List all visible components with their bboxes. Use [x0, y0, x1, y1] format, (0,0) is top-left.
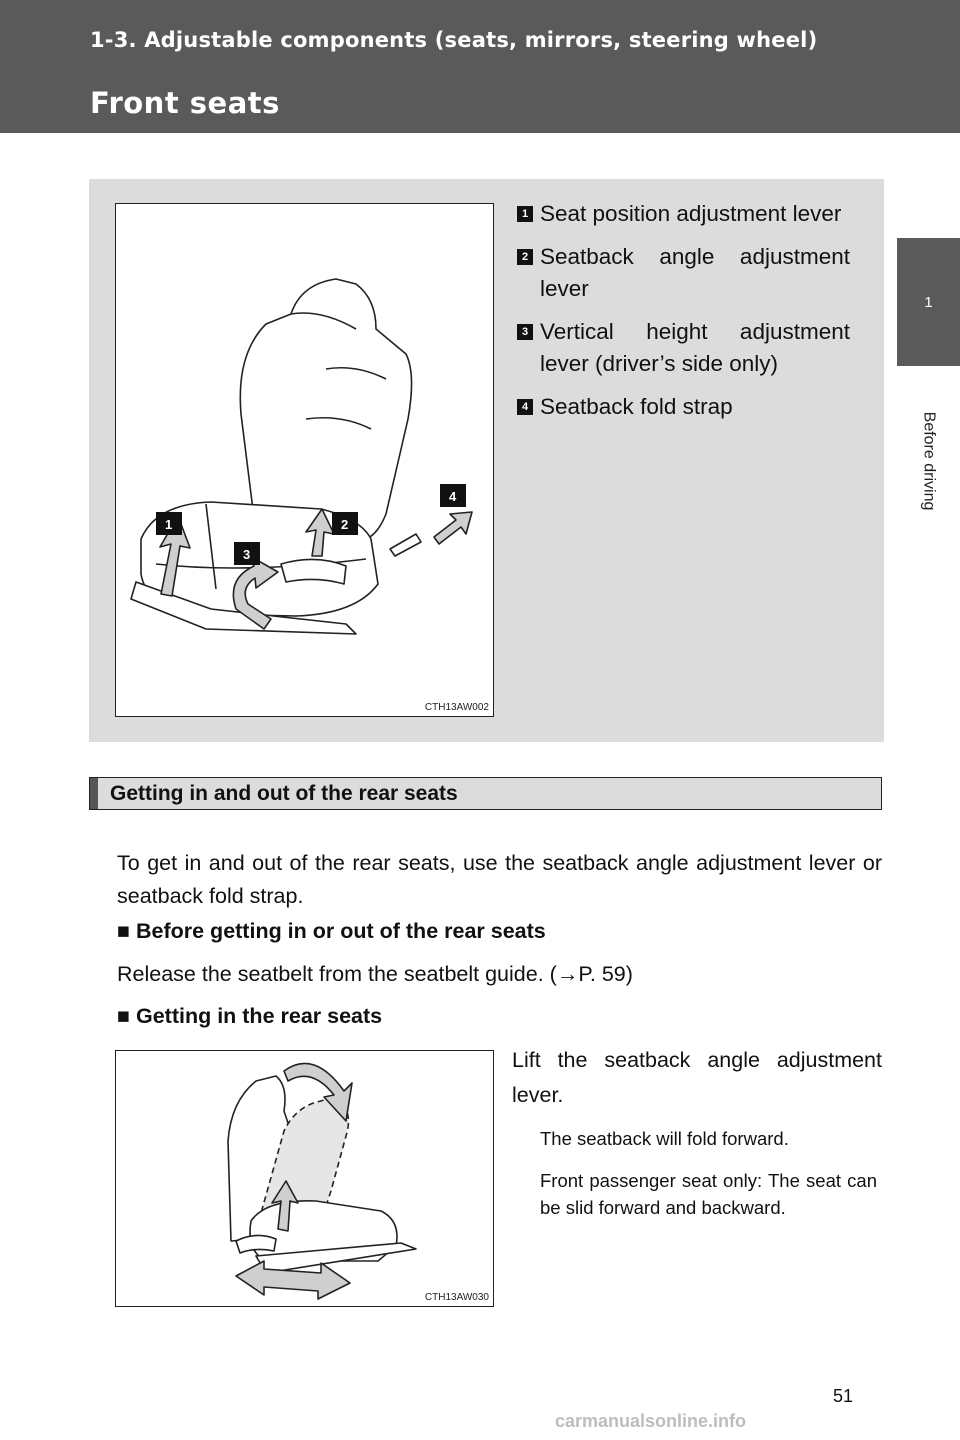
seat-fold-illustration: [115, 1050, 494, 1307]
watermark: carmanualsonline.info: [555, 1411, 747, 1431]
number-1-icon: 1: [517, 206, 533, 222]
legend-item: [515, 198, 850, 230]
legend-item: [515, 316, 850, 380]
side-tab-number: 1: [897, 238, 960, 366]
subheading-text: Getting in the rear seats: [135, 1004, 383, 1028]
intro-paragraph: To get in and out of the rear seats, use the seatback angle adjustment lever or seatback fold strap.: [117, 851, 882, 908]
legend-text: Vertical height adjustment lever (driver’s side only): [540, 319, 850, 376]
legend-text: Seatback angle adjustment lever: [540, 244, 850, 301]
note-passenger-slide: Front passenger seat only: The seat can be slid forward and backward.: [540, 1170, 877, 1218]
callout-2: 2: [341, 517, 349, 532]
seat-fold-drawing: [116, 1051, 492, 1305]
figure-code: CTH13AW030: [424, 1292, 489, 1303]
callout-4: 4: [449, 489, 457, 504]
legend-item: [515, 241, 850, 305]
note-fold-forward: The seatback will fold forward.: [540, 1128, 789, 1149]
heading-bar: [90, 778, 98, 809]
callout-1: 1: [165, 517, 173, 532]
number-3-icon: 3: [517, 324, 533, 340]
page-number: 51: [833, 1386, 854, 1406]
lift-instruction: Lift the seatback angle adjustment lever.: [512, 1048, 882, 1107]
square-bullet-icon: ■: [117, 1004, 130, 1028]
number-4-icon: 4: [517, 399, 533, 415]
subheading-getting-in: [117, 1004, 382, 1029]
subheading-text: Before getting in or out of the rear seats: [135, 919, 546, 943]
subheading-before: [117, 919, 546, 944]
section-heading: Getting in and out of the rear seats: [110, 782, 458, 805]
square-bullet-icon: ■: [117, 919, 130, 943]
callout-3: 3: [243, 547, 251, 562]
page-title: Front seats: [90, 86, 280, 120]
figure-legend: [515, 198, 850, 434]
side-tab-label-text: Before driving: [920, 411, 937, 511]
legend-text: Seat position adjustment lever: [540, 201, 842, 226]
side-tab-label: [896, 366, 960, 556]
section-heading-box: [89, 777, 882, 810]
section-label: 1-3. Adjustable components (seats, mirrors, steering wheel): [90, 28, 818, 52]
legend-item: [515, 391, 850, 423]
release-instruction: Release the seatbelt from the seatbelt guide. (→P. 59): [117, 962, 633, 986]
number-2-icon: 2: [517, 249, 533, 265]
seat-drawing: [116, 204, 492, 715]
figure-code: CTH13AW002: [424, 702, 489, 713]
seat-illustration: [115, 203, 494, 717]
legend-text: Seatback fold strap: [540, 394, 733, 419]
